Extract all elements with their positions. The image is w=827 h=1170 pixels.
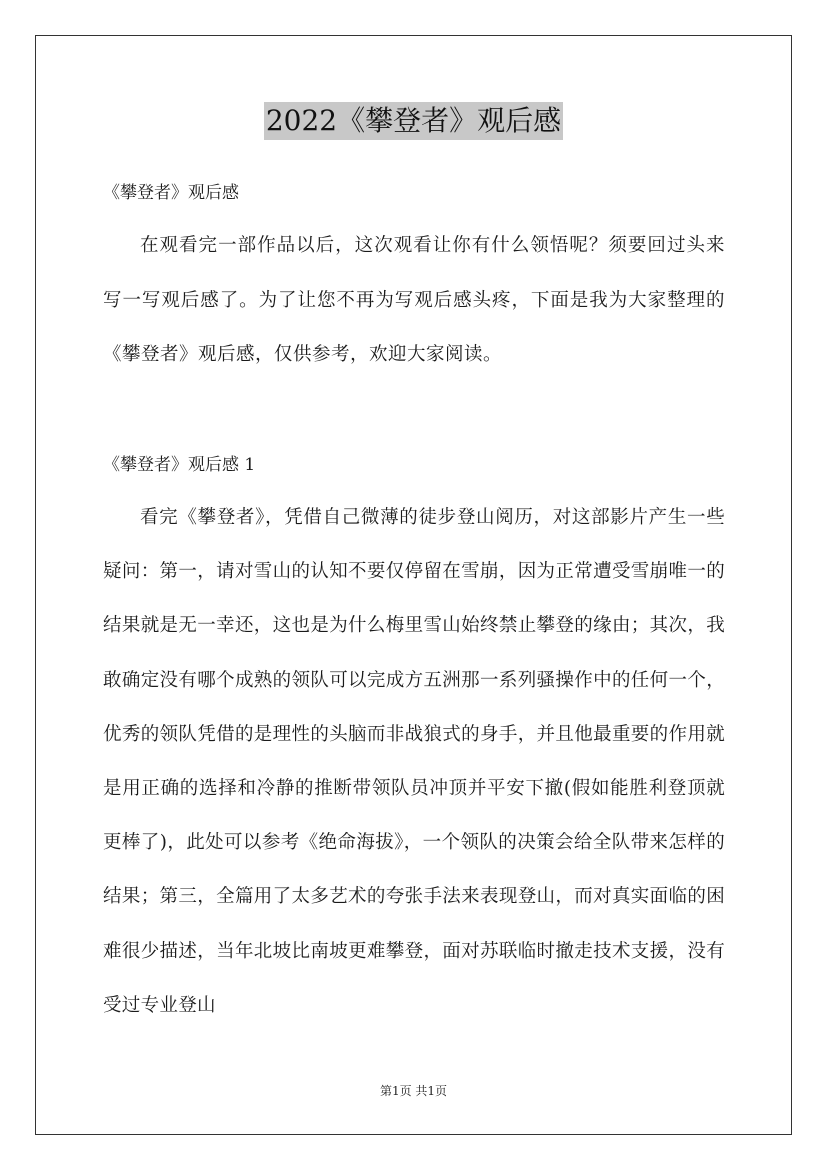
document-title: 2022《攀登者》观后感 — [264, 102, 563, 140]
page-footer: 第1页 共1页 — [379, 1084, 448, 1098]
section1-heading: 《攀登者》观后感 1 — [103, 455, 256, 475]
section1-paragraph: 看完《攀登者》，凭借自己微薄的徒步登山阅历，对这部影片产生一些疑问：第一，请对雪山的认知不要仅停留在雪崩，因为正常遭受雪崩唯一的结果就是无一幸还，这也是为什么梅里雪山始终禁止攀登的缘由；其次，我敢确定没有哪个成熟的领队可以完成方五洲那一系列骚操作中的任何一个，优秀的领队凭借的是理性的头脑而非战狼式的身手，并且他最重要的作用就是用正确的选择和冷静的推断带领队员冲顶并平安下撤(假如能胜利登顶就更棒了)，此处可以参考《绝命海拔》，一个领队的决策会给全队带来怎样的结果；第三，全篇用了太多艺术的夸张手法来表现登山，而对真实面临的困难很少描述，当年北坡比南坡更难攀登，面对苏联临时撤走技术支援，没有受过专业登山 — [103, 507, 725, 1016]
title-container — [0, 102, 827, 140]
intro-paragraph: 在观看完一部作品以后，这次观看让你有什么领悟呢？须要回过头来写一写观后感了。为了让您不再为写观后感头疼，下面是我为大家整理的《攀登者》观后感，仅供参考，欢迎大家阅读。 — [103, 235, 725, 365]
intro-heading: 《攀登者》观后感 — [103, 183, 239, 203]
